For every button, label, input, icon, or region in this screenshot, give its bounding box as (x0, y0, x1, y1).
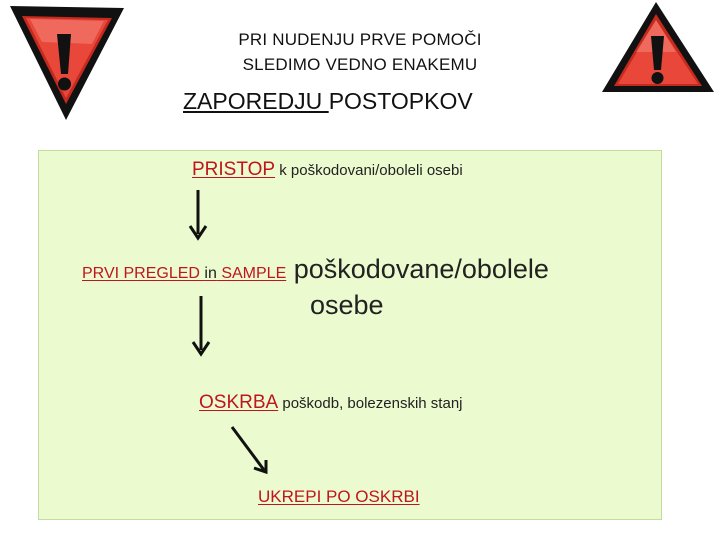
arrow-down-icon (190, 190, 206, 238)
pregled-text-2: osebe (310, 290, 384, 320)
arrow-down-icon (193, 296, 209, 354)
pregled-text: poškodovane/obolele (286, 254, 549, 284)
arrow-diagonal-icon (232, 427, 266, 472)
oskrba-text: poškodb, bolezenskih stanj (278, 395, 463, 412)
title-line-2: SLEDIMO VEDNO ENAKEMU (242, 55, 478, 74)
pregled-label-in: in (204, 265, 217, 282)
pregled-label-a: PRVI PREGLED (82, 265, 205, 282)
title-underlined: ZAPOREDJU (183, 88, 329, 114)
title-rest: POSTOPKOV (328, 88, 473, 114)
pregled-label-b: SAMPLE (216, 265, 287, 282)
pristop-label: PRISTOP (192, 159, 276, 180)
oskrba-label: OSKRBA (199, 392, 279, 413)
title-line-1: PRI NUDENJU PRVE POMOČI (238, 30, 482, 49)
ukrepi-label: UKREPI PO OSKRBI (258, 487, 420, 506)
pristop-text: k poškodovani/oboleli osebi (275, 162, 463, 179)
